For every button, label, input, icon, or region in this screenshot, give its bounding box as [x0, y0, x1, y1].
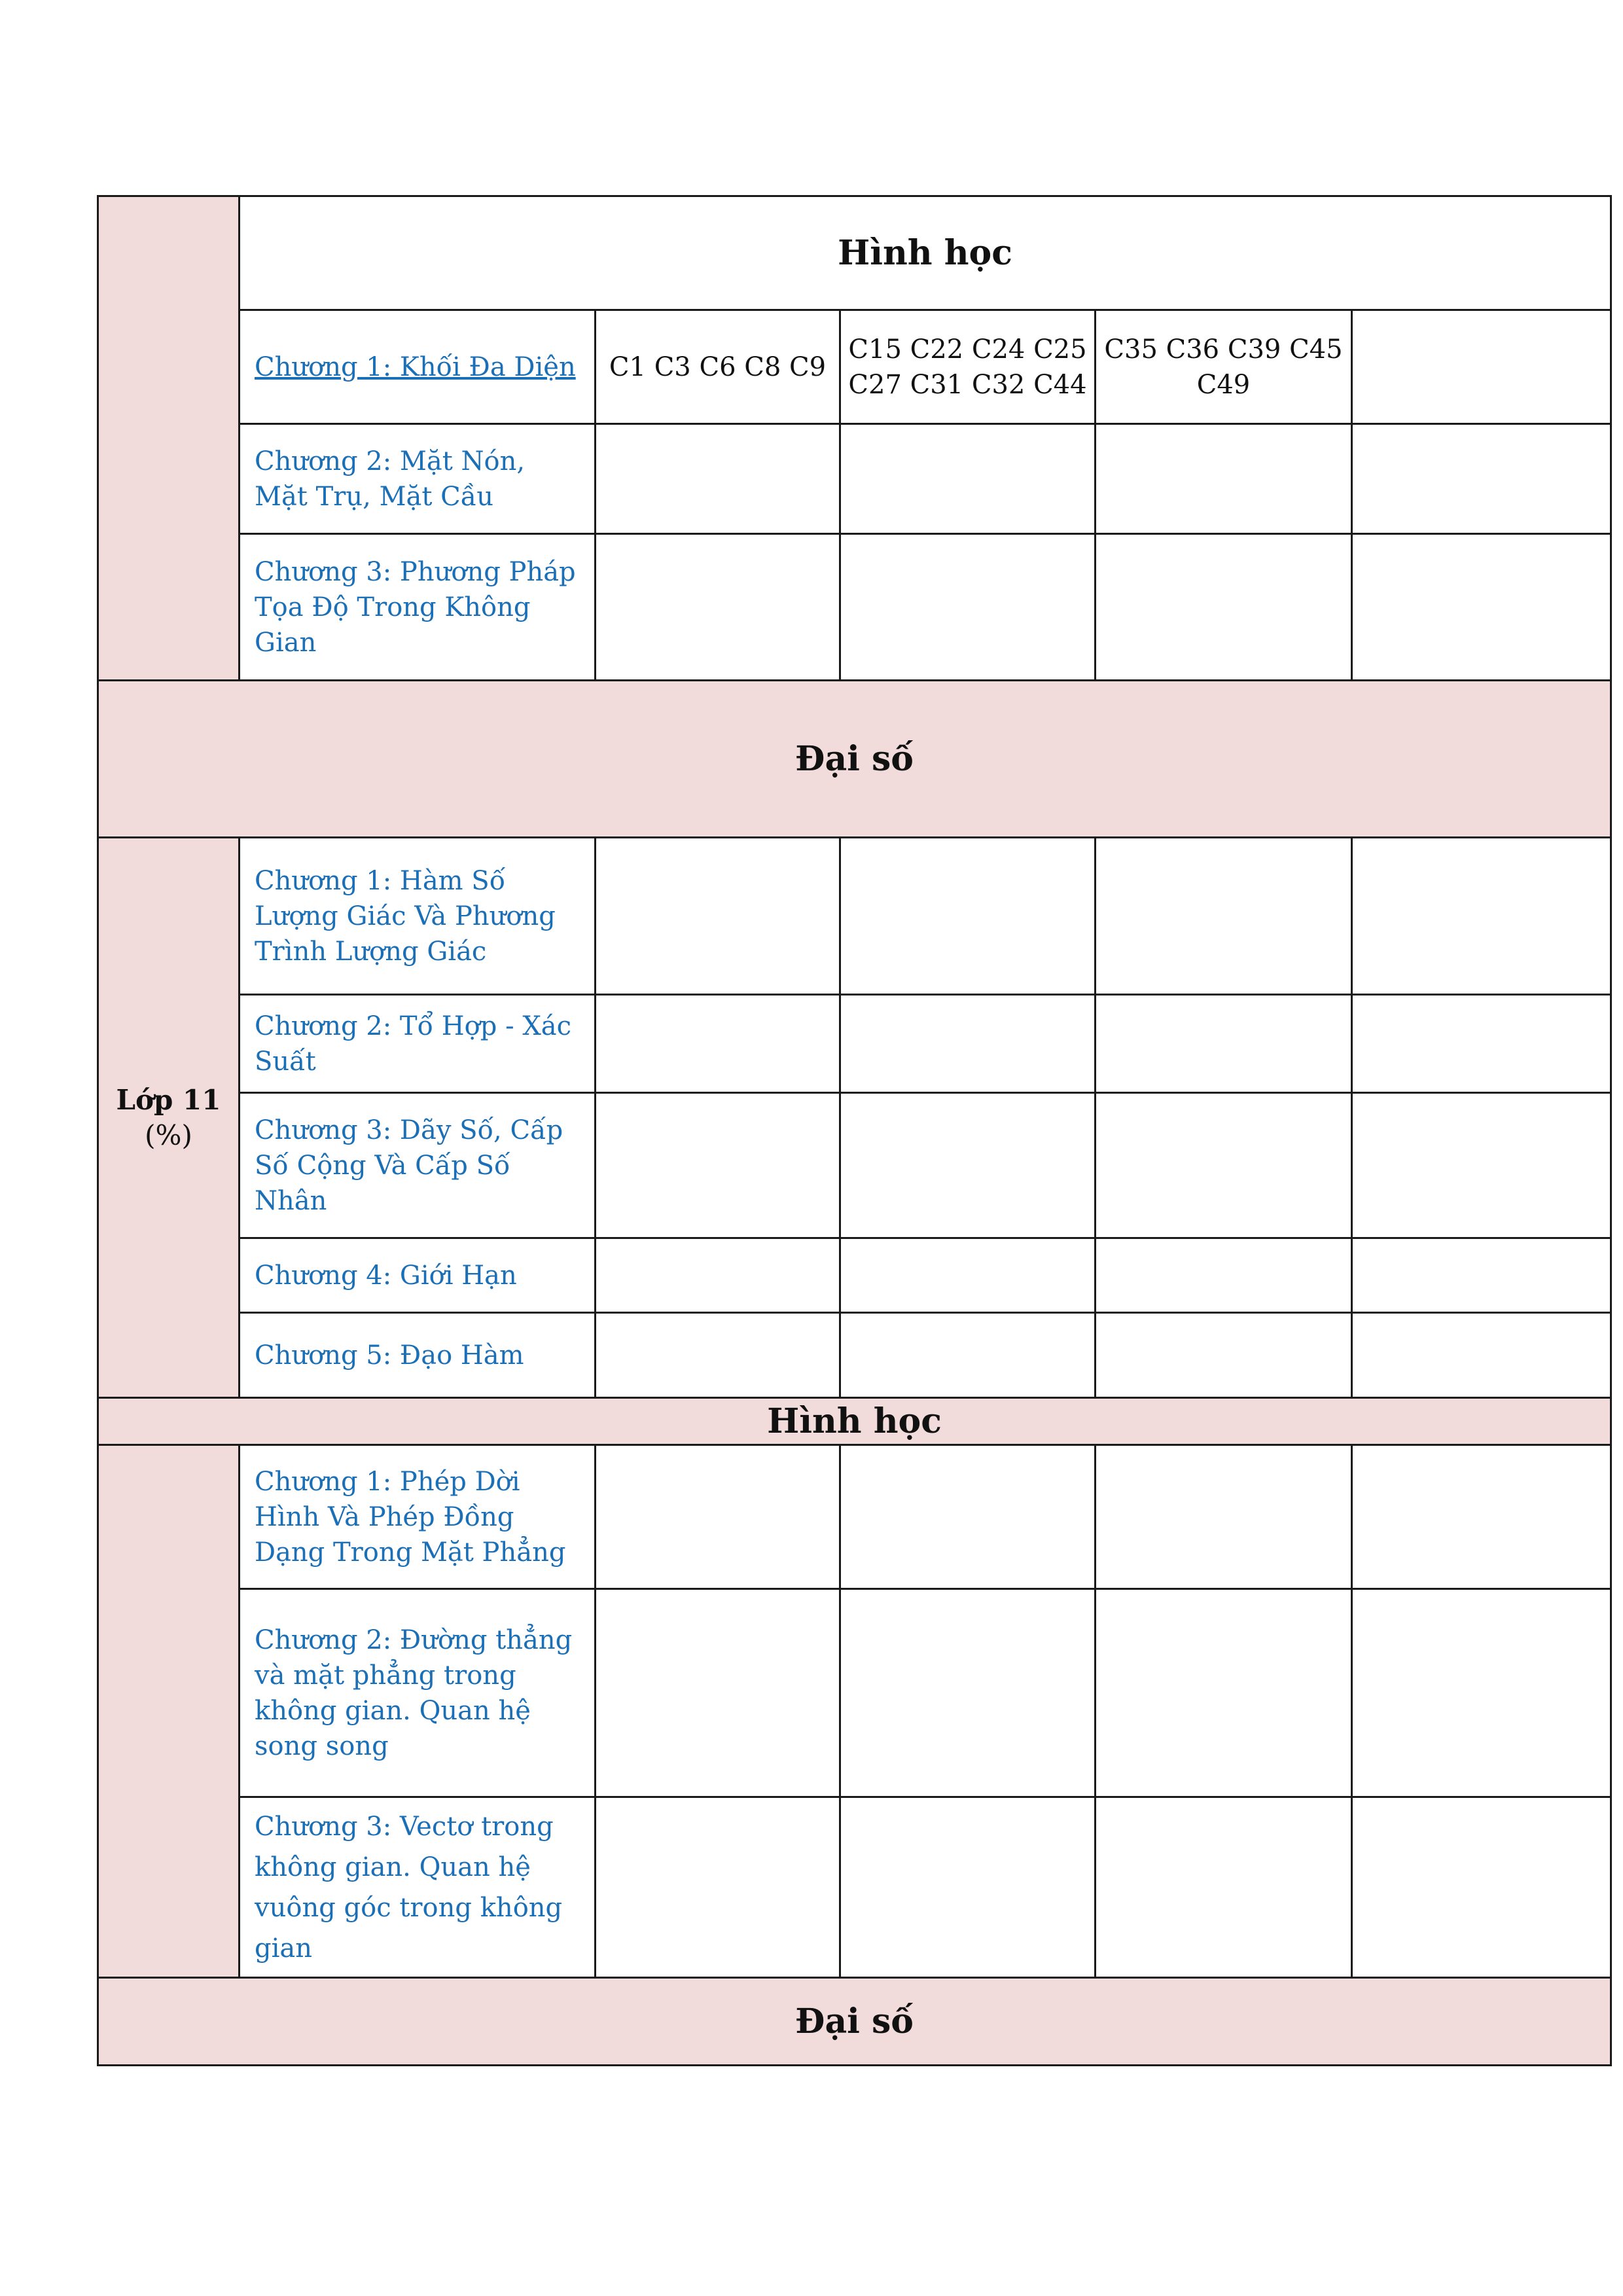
table-row — [98, 1589, 1611, 1797]
empty-cell — [840, 1313, 1096, 1398]
empty-cell — [596, 1589, 840, 1797]
chapter-link[interactable]: Chương 1: Khối Đa Diện — [240, 310, 596, 424]
table-row — [98, 1093, 1611, 1238]
table-row — [98, 1238, 1611, 1313]
empty-cell — [596, 838, 840, 995]
table-row — [98, 1313, 1611, 1398]
section-header-hinh-hoc: Hình học — [240, 196, 1611, 310]
empty-cell — [596, 995, 840, 1093]
section-header-dai-so: Đại số — [98, 1978, 1611, 2066]
grade-unit: (%) — [145, 1119, 192, 1151]
empty-cell — [1096, 534, 1352, 681]
empty-cell — [840, 1093, 1096, 1238]
empty-cell — [1352, 1445, 1611, 1589]
table-row — [98, 1797, 1611, 1978]
empty-cell — [1096, 1445, 1352, 1589]
empty-cell — [1096, 995, 1352, 1093]
empty-cell — [596, 1093, 840, 1238]
empty-cell — [1352, 838, 1611, 995]
chapter-label: Chương 5: Đạo Hàm — [240, 1313, 596, 1398]
empty-cell — [596, 1313, 840, 1398]
chapter-label: Chương 3: Vectơ trong không gian. Quan hệ vuông góc trong không gian — [240, 1797, 596, 1978]
grade-11-label-cell — [98, 838, 240, 1398]
empty-cell — [1352, 1797, 1611, 1978]
grade-title: Lớp 11 — [116, 1083, 221, 1116]
empty-cell — [840, 1238, 1096, 1313]
chapter-label: Chương 2: Tổ Hợp - Xác Suất — [240, 995, 596, 1093]
question-codes-cell: C15 C22 C24 C25 C27 C31 C32 C44 — [840, 310, 1096, 424]
section-header-dai-so: Đại số — [98, 681, 1611, 838]
empty-cell — [596, 424, 840, 534]
empty-cell — [840, 1445, 1096, 1589]
empty-cell — [840, 534, 1096, 681]
question-codes-cell — [1352, 310, 1611, 424]
empty-cell — [840, 424, 1096, 534]
table-row — [98, 424, 1611, 534]
grade-label-cell — [98, 1445, 240, 1978]
empty-cell — [596, 1797, 840, 1978]
empty-cell — [840, 1797, 1096, 1978]
empty-cell — [840, 1589, 1096, 1797]
chapter-label: Chương 1: Phép Dời Hình Và Phép Đồng Dạng Trong Mặt Phẳng — [240, 1445, 596, 1589]
table-row — [98, 310, 1611, 424]
empty-cell — [1096, 838, 1352, 995]
question-codes-cell: C1 C3 C6 C8 C9 — [596, 310, 840, 424]
chapter-label: Chương 4: Giới Hạn — [240, 1238, 596, 1313]
empty-cell — [1352, 424, 1611, 534]
exam-matrix-table — [97, 195, 1612, 2066]
empty-cell — [1352, 1093, 1611, 1238]
empty-cell — [1096, 424, 1352, 534]
chapter-label: Chương 2: Mặt Nón, Mặt Trụ, Mặt Cầu — [240, 424, 596, 534]
empty-cell — [1352, 995, 1611, 1093]
question-codes-cell: C35 C36 C39 C45 C49 — [1096, 310, 1352, 424]
section-header-hinh-hoc: Hình học — [98, 1398, 1611, 1445]
empty-cell — [596, 534, 840, 681]
empty-cell — [1096, 1093, 1352, 1238]
table-row — [98, 1445, 1611, 1589]
table-row — [98, 995, 1611, 1093]
empty-cell — [840, 995, 1096, 1093]
empty-cell — [1096, 1589, 1352, 1797]
chapter-label: Chương 1: Hàm Số Lượng Giác Và Phương Trình Lượng Giác — [240, 838, 596, 995]
empty-cell — [1096, 1797, 1352, 1978]
chapter-label: Chương 3: Dãy Số, Cấp Số Cộng Và Cấp Số Nhân — [240, 1093, 596, 1238]
empty-cell — [596, 1238, 840, 1313]
empty-cell — [1352, 1238, 1611, 1313]
empty-cell — [1096, 1313, 1352, 1398]
table-row — [98, 838, 1611, 995]
empty-cell — [1096, 1238, 1352, 1313]
empty-cell — [840, 838, 1096, 995]
table-row — [98, 534, 1611, 681]
empty-cell — [1352, 534, 1611, 681]
grade-12-label-cell — [98, 196, 240, 681]
chapter-label: Chương 2: Đường thẳng và mặt phẳng trong không gian. Quan hệ song song — [240, 1589, 596, 1797]
empty-cell — [596, 1445, 840, 1589]
empty-cell — [1352, 1589, 1611, 1797]
chapter-label: Chương 3: Phương Pháp Tọa Độ Trong Không Gian — [240, 534, 596, 681]
empty-cell — [1352, 1313, 1611, 1398]
